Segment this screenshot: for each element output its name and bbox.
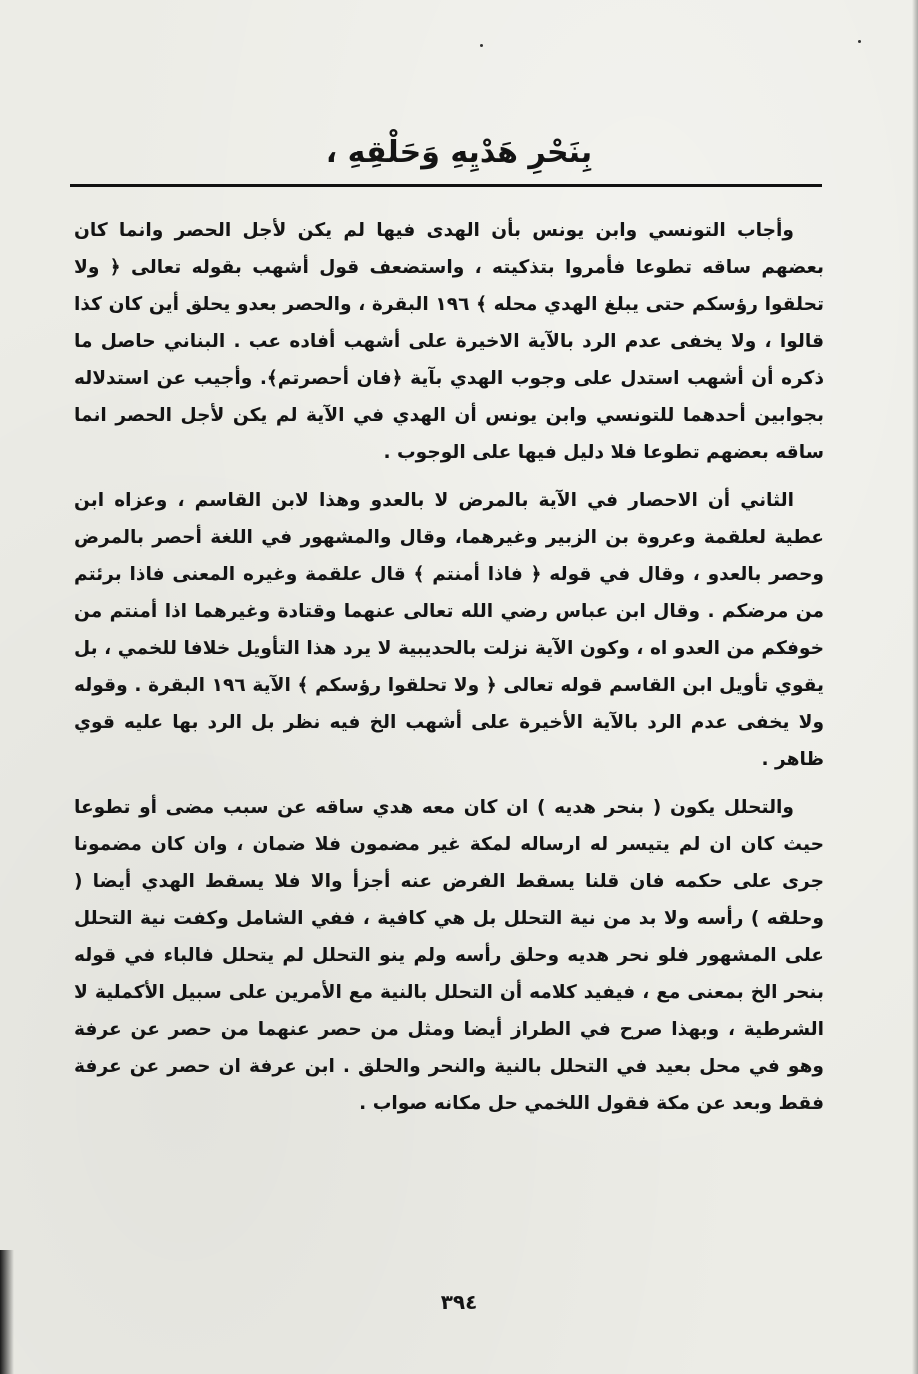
scan-speck <box>858 40 861 43</box>
paragraph-1: وأجاب التونسي وابن يونس بأن الهدى فيها لم يكن لأجل الحصر وانما كان بعضهم ساقه تطوعا فأمروا بتذكيته ، واستضعف قول أشهب بقوله تعالى ﴿ ولا تحلقوا رؤسكم حتى يبلغ الهدي محله ﴾ ١٩٦ البقرة ، والحصر بعدو يحلق أين كان كذا قالوا ، ولا يخفى عدم الرد بالآية الاخيرة على أشهب أفاده عب . البناني حاصل ما ذكره أن أشهب استدل على وجوب الهدي بآية ﴿فان أحصرتم﴾. وأجيب عن استدلاله بجوابين أحدهما للتونسي وابن يونس أن الهدي في الآية لم يكن لأجل الحصر انما ساقه بعضهم تطوعا فلا دليل فيها على الوجوب . <box>74 220 825 463</box>
body-text <box>74 212 824 1133</box>
running-header: بِنَحْرِ هَدْيِهِ وَحَلْقِهِ ، <box>325 135 593 170</box>
scan-speck <box>480 44 483 47</box>
scan-shadow-right <box>912 0 918 1374</box>
page-number: ٣٩٤ <box>440 1290 478 1314</box>
paragraph-3: والتحلل يكون ( بنحر هديه ) ان كان معه هدي ساقه عن سبب مضى أو تطوعا حيث كان ان لم يتيسر له ارساله لمكة غير مضمون فلا ضمان ، وان كان مضمونا جرى على حكمه فان قلنا يسقط الفرض عنه أجزأ والا فلا يسقط الهدي أيضا ( وحلقه ) رأسه ولا بد من نية التحلل بل هي كافية ، ففي الشامل وكفت نية التحلل على المشهور فلو نحر هديه وحلق رأسه ولم ينو التحلل لم يتحلل فالباء في قوله بنحر الخ بمعنى مع ، فيفيد كلامه أن التحلل بالنية مع الأمرين على سبيل الأكملية لا الشرطية ، وبهذا صرح في الطراز أيضا ومثل من حصر عنهما من حصر عن عرفة وهو في محل بعيد في التحلل بالنية والنحر والحلق . ابن عرفة ان حصر عن عرفة فقط وبعد عن مكة فقول اللخمي حل مكانه صواب . <box>74 797 824 1114</box>
header-rule <box>70 184 822 187</box>
paragraph-2: الثاني أن الاحصار في الآية بالمرض لا بالعدو وهذا لابن القاسم ، وعزاه ابن عطية لعلقمة وعروة بن الزبير وغيرهما، وقال والمشهور في اللغة أحصر بالمرض وحصر بالعدو ، وقال في قوله ﴿ فاذا أمنتم ﴾ قال علقمة وغيره المعنى فاذا برئتم من مرضكم . وقال ابن عباس رضي الله تعالى عنهما وقتادة وغيرهما اذا أمنتم من خوفكم من العدو اه ، وكون الآية نزلت بالحديبية لا يرد هذا التأويل خلافا للخمي ، بل يقوي تأويل ابن القاسم قوله تعالى ﴿ ولا تحلقوا رؤسكم ﴾ الآية ١٩٦ البقرة . وقوله ولا يخفى عدم الرد بالآية الأخيرة على أشهب الخ فيه نظر بل الرد بها عليه قوي ظاهر . <box>74 490 824 770</box>
